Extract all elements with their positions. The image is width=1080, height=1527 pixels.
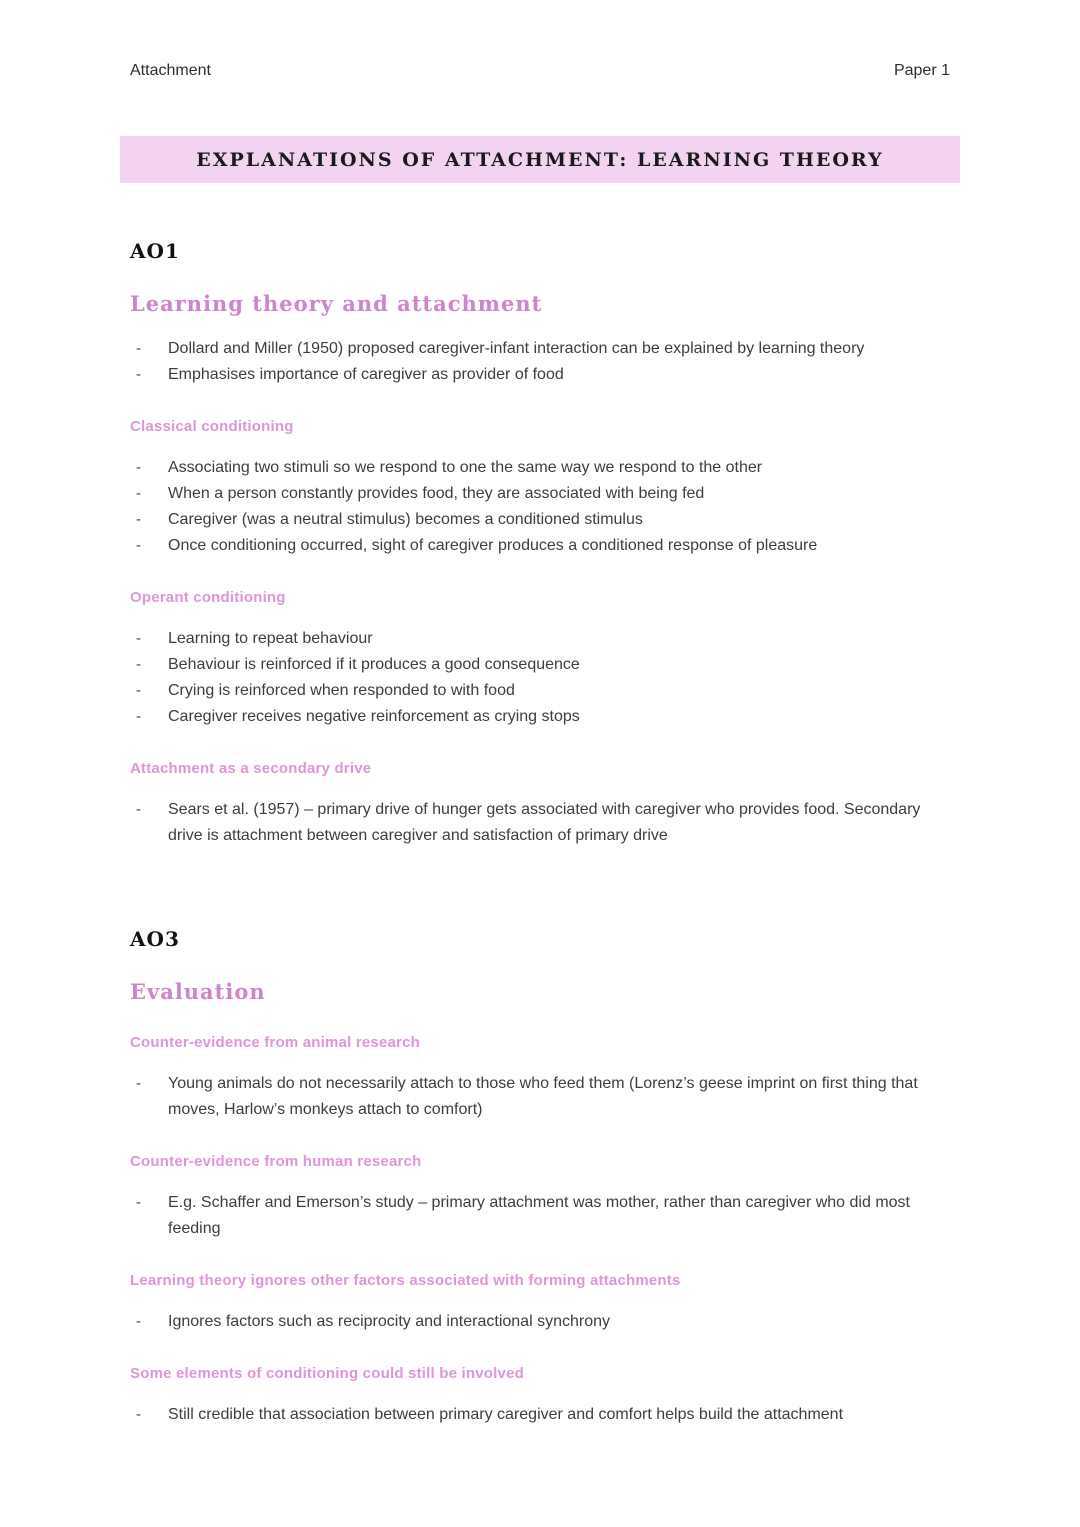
bullet-list-classical-conditioning bbox=[130, 455, 950, 559]
bullet-item: - Once conditioning occurred, sight of caregiver produces a conditioned response of pleasure bbox=[130, 533, 950, 559]
bullet-list-counter-evidence-human bbox=[130, 1190, 950, 1242]
header-right-label: Paper 1 bbox=[893, 62, 950, 79]
bullet-item: - Dollard and Miller (1950) proposed caregiver-infant interaction can be explained by learning theory bbox=[130, 336, 950, 362]
bullet-item: - Caregiver (was a neutral stimulus) becomes a conditioned stimulus bbox=[130, 507, 950, 533]
bullet-list-operant-conditioning bbox=[130, 626, 950, 730]
subheading-counter-evidence-human: Counter-evidence from human research bbox=[130, 1153, 422, 1170]
section-label-ao1: AO1 bbox=[130, 239, 180, 263]
header-left-label: Attachment bbox=[130, 62, 211, 79]
bullet-item: - Associating two stimuli so we respond to one the same way we respond to the other bbox=[130, 455, 950, 481]
bullet-item: - When a person constantly provides food, they are associated with being fed bbox=[130, 481, 950, 507]
subheading-attachment-secondary-drive: Attachment as a secondary drive bbox=[130, 760, 372, 777]
bullet-list-secondary-drive bbox=[130, 797, 950, 849]
bullet-list-ignores-other-factors bbox=[130, 1309, 950, 1335]
heading-evaluation: Evaluation bbox=[130, 979, 266, 1004]
heading-learning-theory-and-attachment: Learning theory and attachment bbox=[130, 291, 543, 316]
subheading-ignores-other-factors: Learning theory ignores other factors associated with forming attachments bbox=[130, 1272, 681, 1289]
title-banner bbox=[120, 136, 960, 183]
bullet-item: - Behaviour is reinforced if it produces a good consequence bbox=[130, 652, 950, 678]
bullet-list-conditioning-still-involved bbox=[130, 1402, 950, 1428]
bullet-item: - Crying is reinforced when responded to with food bbox=[130, 678, 950, 704]
bullet-item: - Sears et al. (1957) – primary drive of hunger gets associated with caregiver who provides food. Secondary drive is attachment between caregiver and satisfaction of primary drive bbox=[130, 797, 950, 849]
document-title: EXPLANATIONS OF ATTACHMENT: LEARNING THEORY bbox=[196, 149, 884, 171]
subheading-counter-evidence-animal: Counter-evidence from animal research bbox=[130, 1034, 420, 1051]
bullet-item: - Young animals do not necessarily attach to those who feed them (Lorenz’s geese imprint on first thing that moves, Harlow’s monkeys attach to comfort) bbox=[130, 1071, 950, 1123]
subheading-classical-conditioning: Classical conditioning bbox=[130, 418, 294, 435]
page-header bbox=[0, 0, 1080, 80]
bullet-item: - Learning to repeat behaviour bbox=[130, 626, 950, 652]
subheading-operant-conditioning: Operant conditioning bbox=[130, 589, 286, 606]
bullet-item: - E.g. Schaffer and Emerson’s study – primary attachment was mother, rather than caregiver who did most feeding bbox=[130, 1190, 950, 1242]
bullet-item: - Emphasises importance of caregiver as provider of food bbox=[130, 362, 950, 388]
bullet-item: - Ignores factors such as reciprocity and interactional synchrony bbox=[130, 1309, 950, 1335]
section-ao3 bbox=[130, 927, 950, 1428]
bullet-list-counter-evidence-animal bbox=[130, 1071, 950, 1123]
document-body bbox=[0, 239, 1080, 1428]
bullet-item: - Still credible that association between primary caregiver and comfort helps build the attachment bbox=[130, 1402, 950, 1428]
bullet-list-intro bbox=[130, 336, 950, 388]
section-label-ao3: AO3 bbox=[130, 927, 180, 951]
bullet-item: - Caregiver receives negative reinforcement as crying stops bbox=[130, 704, 950, 730]
subheading-conditioning-still-involved: Some elements of conditioning could still be involved bbox=[130, 1365, 524, 1382]
